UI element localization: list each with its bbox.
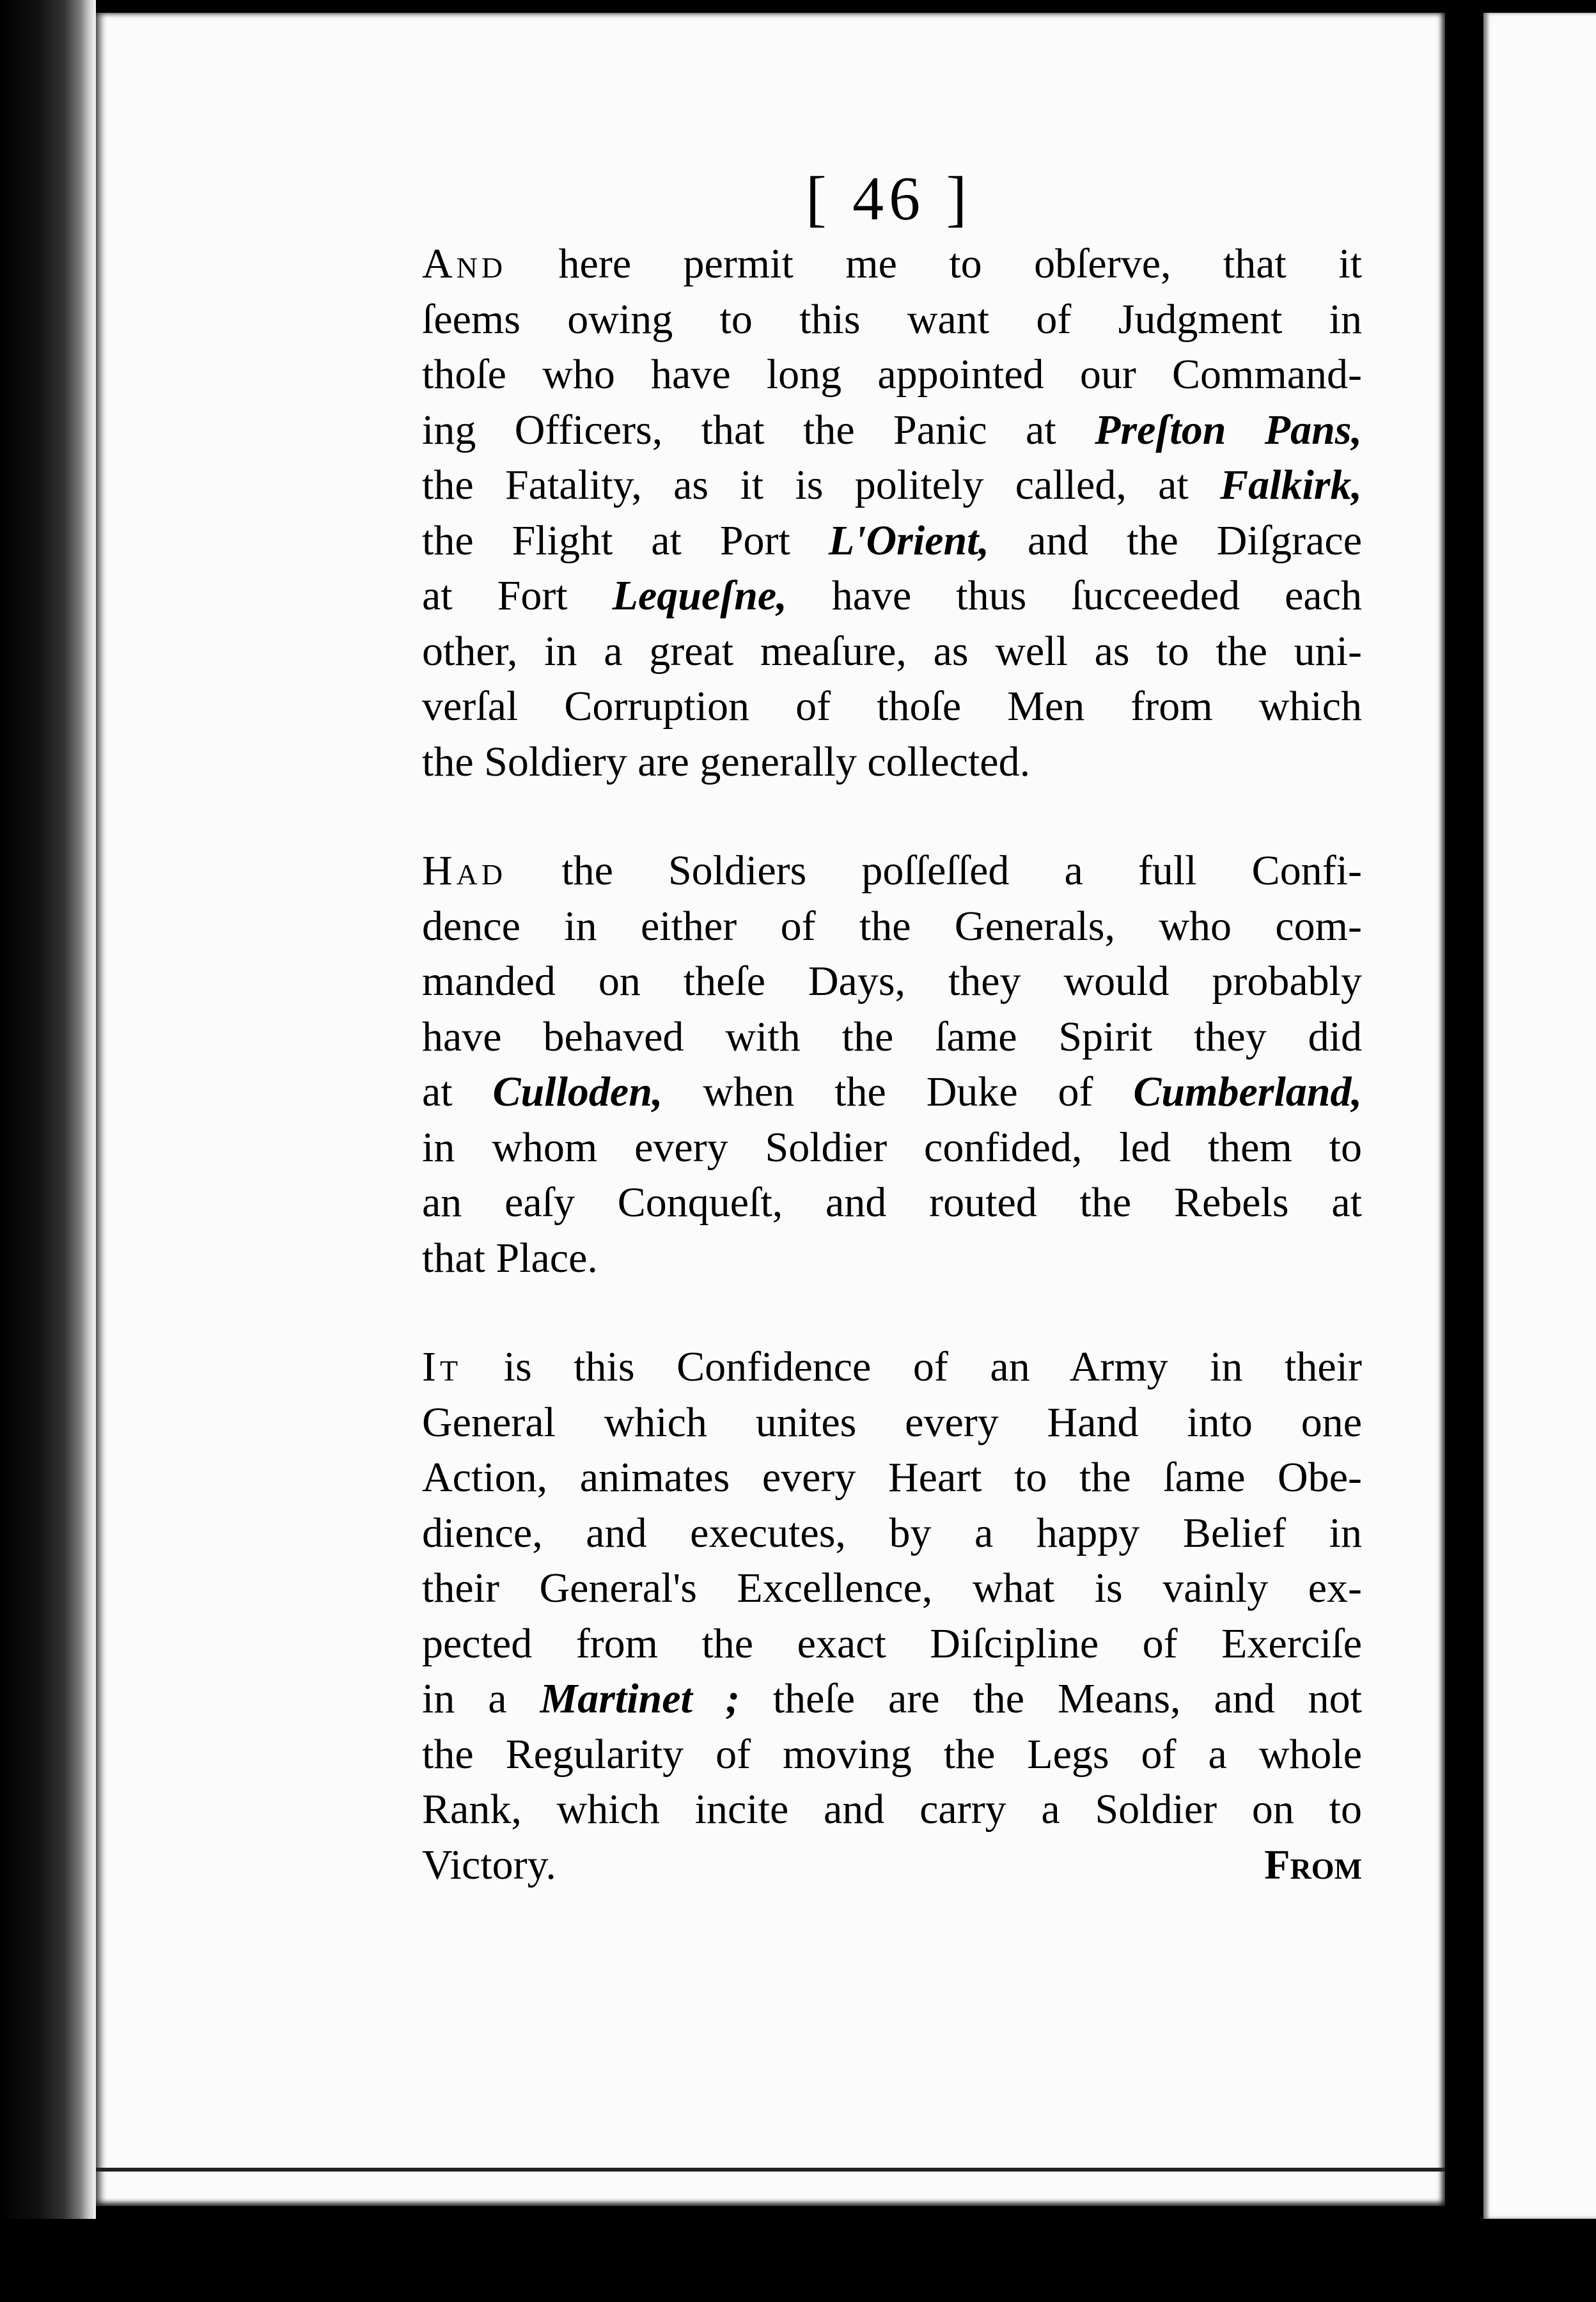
text-line: other, in a great meaſure, as well as to the uni-: [422, 627, 1362, 675]
paragraph-1: [422, 237, 1362, 790]
text-line: the Flight at Port L'Orient, and the Diſgrace: [422, 517, 1363, 564]
text-line: dence in either of the Generals, who com-: [422, 902, 1362, 950]
text-line: manded on theſe Days, they would probably: [422, 958, 1362, 1005]
catchword: From: [1264, 1841, 1362, 1888]
text-line: ſeems owing to this want of Judgment in: [422, 295, 1362, 343]
text-line: the Regularity of moving the Legs of a whole: [422, 1730, 1362, 1778]
final-line-text: Victory.: [422, 1841, 556, 1888]
final-line: [422, 1838, 1362, 1893]
text-line: Action, animates every Heart to the ſame Obe-: [422, 1454, 1362, 1501]
text-line: Had the Soldiers poſſeſſed a full Confi-: [422, 847, 1362, 894]
text-line: their General's Excellence, what is vainly ex-: [422, 1565, 1362, 1611]
text-line: that Place.: [422, 1234, 598, 1281]
page-text: [422, 237, 1362, 1893]
text-line: verſal Corruption of thoſe Men from which: [422, 683, 1362, 730]
text-line: pected from the exact Diſcipline of Exerciſe: [422, 1620, 1362, 1667]
text-line: the Soldiery are generally collected.: [422, 738, 1031, 785]
text-line: Rank, which incite and carry a Soldier on to: [422, 1786, 1362, 1833]
text-line: at Culloden, when the Duke of Cumberland,: [422, 1069, 1362, 1115]
adjacent-page-edge: [1483, 13, 1596, 2219]
scan-left-edge: [0, 0, 96, 2302]
text-line: in whom every Soldier confided, led them to: [422, 1124, 1362, 1171]
text-line: the Fatality, as it is politely called, at Falkirk,: [422, 462, 1362, 508]
text-line: ing Officers, that the Panic at Preſton Pans,: [422, 406, 1362, 453]
text-line: have behaved with the ſame Spirit they did: [422, 1013, 1362, 1060]
text-line: It is this Confidence of an Army in their: [422, 1343, 1362, 1390]
scan-gutter: [1445, 0, 1483, 2302]
page-bottom-edge: [96, 2168, 1445, 2172]
scan-bottom-edge: [0, 2219, 1596, 2302]
text-line: in a Martinet ; theſe are the Means, and not: [422, 1675, 1363, 1722]
text-line: an eaſy Conqueſt, and routed the Rebels at: [422, 1179, 1362, 1226]
paragraph-3: [422, 1340, 1362, 1838]
text-line: And here permit me to obſerve, that it: [422, 240, 1362, 287]
text-line: thoſe who have long appointed our Command-: [422, 351, 1362, 398]
page-number: [ 46 ]: [806, 164, 973, 233]
paragraph-2: [422, 843, 1362, 1286]
text-line: dience, and executes, by a happy Belief in: [422, 1509, 1362, 1556]
text-line: at Fort Lequeſne, have thus ſucceeded each: [422, 572, 1362, 619]
text-line: General which unites every Hand into one: [422, 1398, 1362, 1446]
